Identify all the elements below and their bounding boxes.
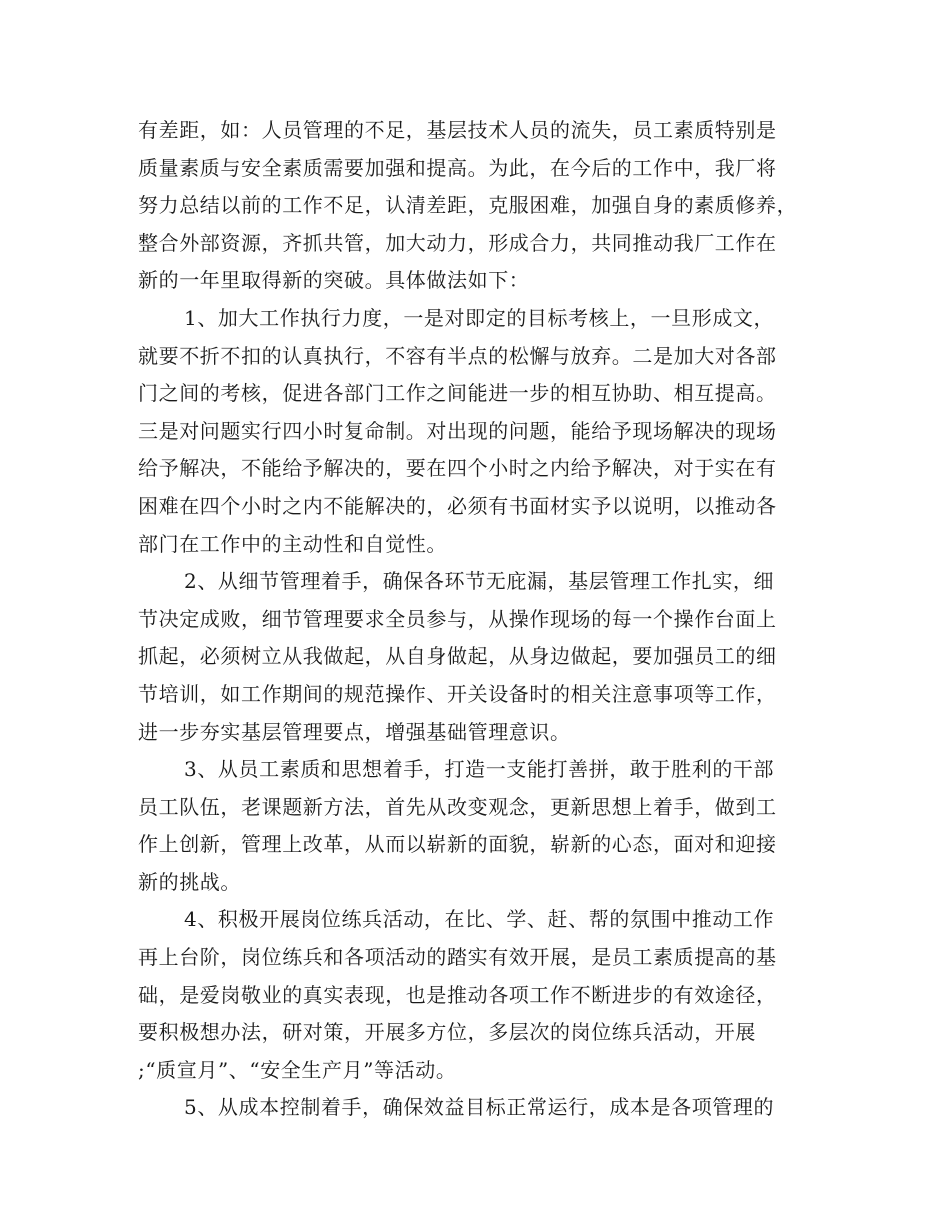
text-line: 给予解决，不能给予解决的，要在四个小时之内给予解决，对于实在有 [138, 456, 777, 481]
text-line: 努力总结以前的工作不足，认清差距，克服困难，加强自身的素质修养， [138, 193, 798, 218]
paragraph-3-first-line: 3、从员工素质和思想着手，打造一支能打善拼，敢于胜利的干部 [184, 757, 775, 782]
text-line: 困难在四个小时之内不能解决的，必须有书面材实予以说明，以推动各 [138, 493, 777, 518]
text-line: 就要不折不扣的认真执行，不容有半点的松懈与放弃。二是加大对各部 [138, 343, 777, 368]
text-line: 部门在工作中的主动性和自觉性。 [138, 531, 447, 556]
text-line: 质量素质与安全素质需要加强和提高。为此，在今后的工作中，我厂将 [138, 155, 777, 180]
paragraph-1-first-line: 1、加大工作执行力度，一是对即定的目标考核上，一旦形成文， [184, 305, 775, 330]
paragraph-5-first-line: 5、从成本控制着手，确保效益目标正常运行，成本是各项管理的 [184, 1095, 775, 1120]
text-line: ;“质宣月”、“安全生产月”等活动。 [138, 1057, 457, 1082]
text-line: 进一步夯实基层管理要点，增强基础管理意识。 [138, 719, 571, 744]
text-line: 要积极想办法，研对策，开展多方位，多层次的岗位练兵活动，开展 [138, 1020, 756, 1045]
text-line: 门之间的考核，促进各部门工作之间能进一步的相互协助、相互提高。 [138, 381, 777, 406]
text-line: 新的一年里取得新的突破。具体做法如下： [138, 268, 530, 293]
text-line: 抓起，必须树立从我做起，从自身做起，从身边做起，要加强员工的细 [138, 644, 777, 669]
text-line: 作上创新，管理上改革，从而以崭新的面貌，崭新的心态，面对和迎接 [138, 832, 777, 857]
paragraph-2-first-line: 2、从细节管理着手，确保各环节无庇漏，基层管理工作扎实，细 [184, 569, 775, 594]
text-line: 员工队伍，老课题新方法，首先从改变观念，更新思想上着手，做到工 [138, 794, 777, 819]
text-line: 础，是爱岗敬业的真实表现，也是推动各项工作不断进步的有效途径， [138, 982, 777, 1007]
text-line: 三是对问题实行四小时复命制。对出现的问题，能给予现场解决的现场 [138, 418, 777, 443]
document-body [138, 112, 838, 1127]
paragraph-4-first-line: 4、积极开展岗位练兵活动，在比、学、赶、帮的氛围中推动工作 [184, 907, 775, 932]
text-line: 节决定成败，细节管理要求全员参与，从操作现场的每一个操作台面上 [138, 606, 777, 631]
text-line: 节培训，如工作期间的规范操作、开关设备时的相关注意事项等工作， [138, 681, 777, 706]
text-line: 再上台阶，岗位练兵和各项活动的踏实有效开展，是员工素质提高的基 [138, 945, 777, 970]
text-line: 整合外部资源，齐抓共管，加大动力，形成合力，共同推动我厂工作在 [138, 230, 777, 255]
text-line: 新的挑战。 [138, 869, 241, 894]
text-line: 有差距，如：人员管理的不足，基层技术人员的流失，员工素质特别是 [138, 118, 777, 142]
